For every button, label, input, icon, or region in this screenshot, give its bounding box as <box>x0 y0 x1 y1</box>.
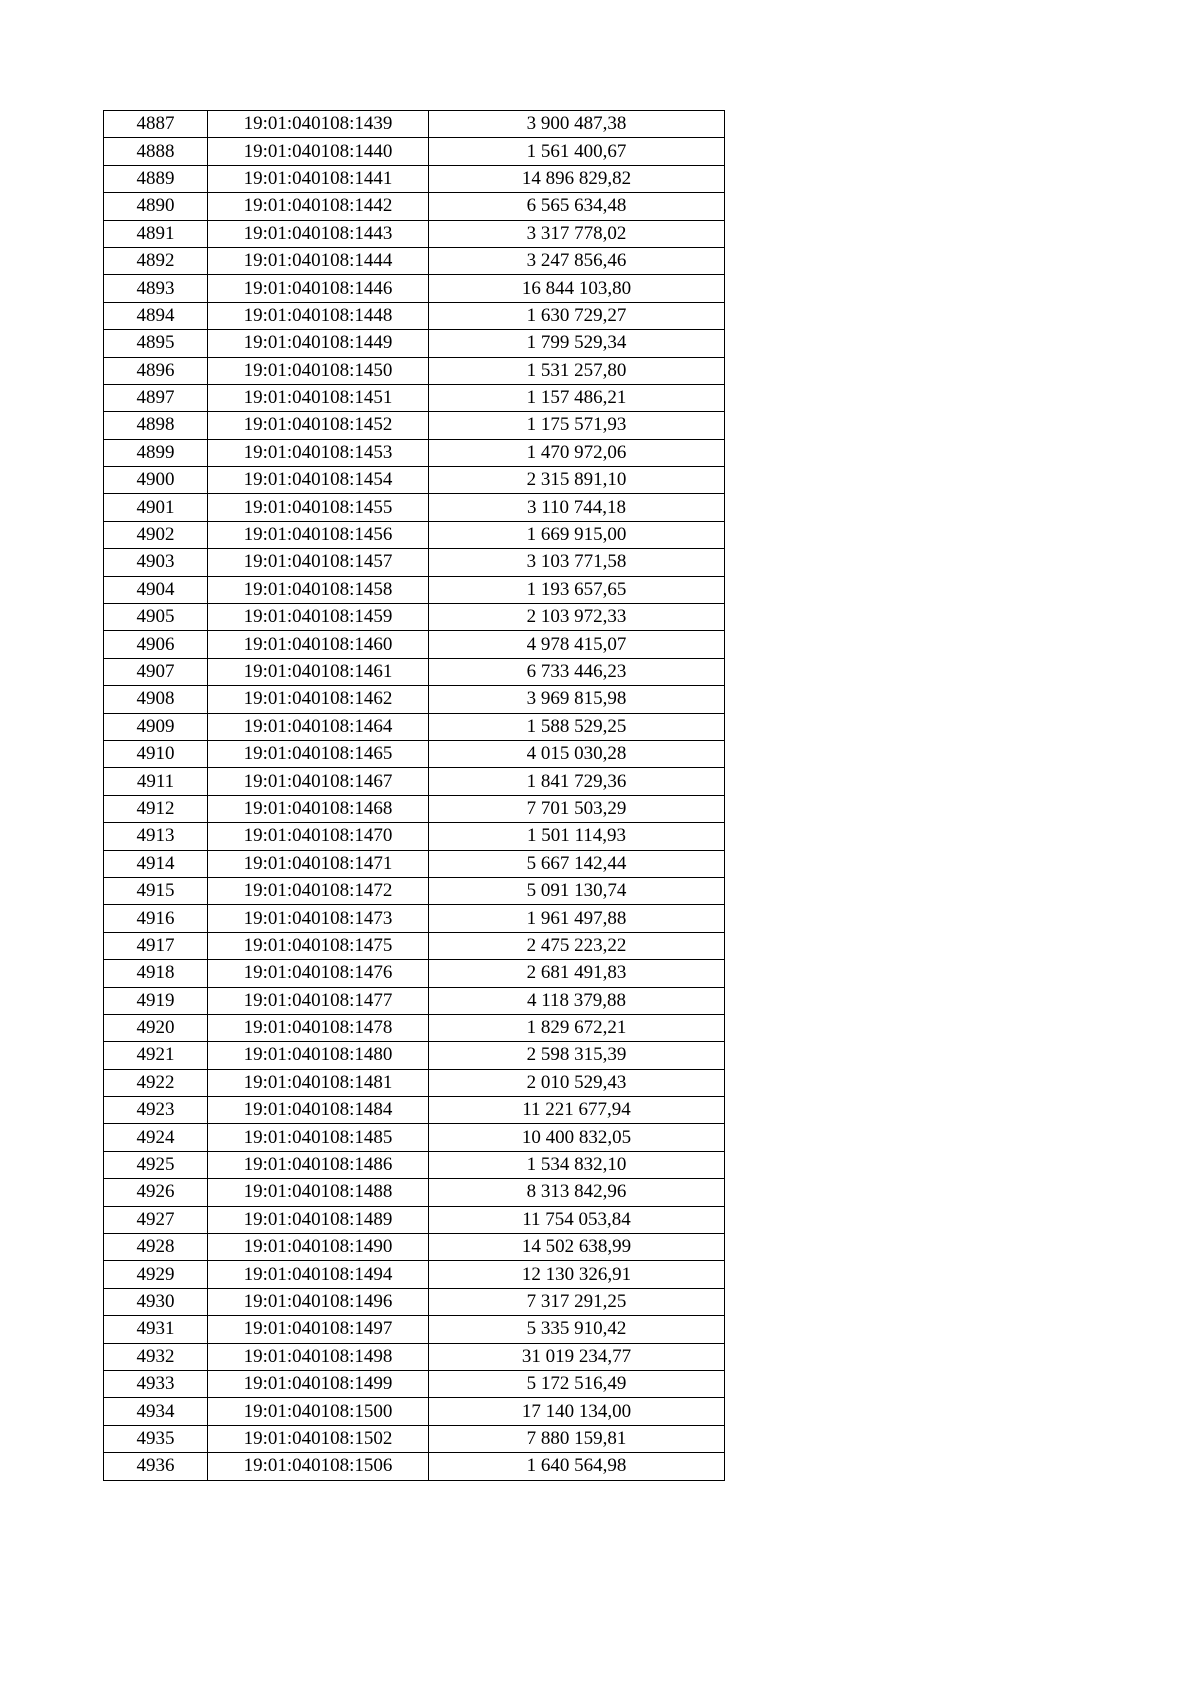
cadastral-number-cell: 19:01:040108:1453 <box>208 439 429 466</box>
row-number-cell: 4925 <box>104 1151 208 1178</box>
row-number-cell: 4936 <box>104 1453 208 1480</box>
cadastral-number-cell: 19:01:040108:1470 <box>208 823 429 850</box>
value-cell: 5 335 910,42 <box>429 1316 725 1343</box>
value-cell: 6 565 634,48 <box>429 193 725 220</box>
value-cell: 14 502 638,99 <box>429 1234 725 1261</box>
row-number-cell: 4892 <box>104 247 208 274</box>
cadastral-number-cell: 19:01:040108:1464 <box>208 713 429 740</box>
table-row <box>104 823 725 850</box>
value-cell: 12 130 326,91 <box>429 1261 725 1288</box>
table-row <box>104 1370 725 1397</box>
cadastral-number-cell: 19:01:040108:1459 <box>208 604 429 631</box>
value-cell: 1 640 564,98 <box>429 1453 725 1480</box>
cadastral-number-cell: 19:01:040108:1442 <box>208 193 429 220</box>
value-cell: 4 978 415,07 <box>429 631 725 658</box>
cadastral-number-cell: 19:01:040108:1454 <box>208 467 429 494</box>
row-number-cell: 4917 <box>104 932 208 959</box>
value-cell: 11 754 053,84 <box>429 1206 725 1233</box>
cadastral-number-cell: 19:01:040108:1458 <box>208 576 429 603</box>
table-row <box>104 1206 725 1233</box>
row-number-cell: 4903 <box>104 549 208 576</box>
row-number-cell: 4887 <box>104 111 208 138</box>
table-row <box>104 987 725 1014</box>
row-number-cell: 4920 <box>104 1014 208 1041</box>
cadastral-number-cell: 19:01:040108:1506 <box>208 1453 429 1480</box>
value-cell: 1 630 729,27 <box>429 302 725 329</box>
value-cell: 11 221 677,94 <box>429 1097 725 1124</box>
cadastral-number-cell: 19:01:040108:1460 <box>208 631 429 658</box>
cadastral-number-cell: 19:01:040108:1452 <box>208 412 429 439</box>
row-number-cell: 4915 <box>104 877 208 904</box>
table-row <box>104 740 725 767</box>
table-row <box>104 165 725 192</box>
cadastral-number-cell: 19:01:040108:1473 <box>208 905 429 932</box>
row-number-cell: 4924 <box>104 1124 208 1151</box>
row-number-cell: 4899 <box>104 439 208 466</box>
table-row <box>104 1042 725 1069</box>
value-cell: 3 969 815,98 <box>429 686 725 713</box>
table-row <box>104 412 725 439</box>
value-cell: 7 701 503,29 <box>429 795 725 822</box>
row-number-cell: 4893 <box>104 275 208 302</box>
row-number-cell: 4922 <box>104 1069 208 1096</box>
cadastral-number-cell: 19:01:040108:1455 <box>208 494 429 521</box>
cadastral-number-cell: 19:01:040108:1440 <box>208 138 429 165</box>
table-row <box>104 1069 725 1096</box>
value-cell: 7 880 159,81 <box>429 1425 725 1452</box>
value-cell: 7 317 291,25 <box>429 1288 725 1315</box>
table-row <box>104 1234 725 1261</box>
value-cell: 1 501 114,93 <box>429 823 725 850</box>
value-cell: 1 175 571,93 <box>429 412 725 439</box>
cadastral-number-cell: 19:01:040108:1451 <box>208 384 429 411</box>
row-number-cell: 4898 <box>104 412 208 439</box>
cadastral-number-cell: 19:01:040108:1480 <box>208 1042 429 1069</box>
row-number-cell: 4895 <box>104 330 208 357</box>
table-row <box>104 494 725 521</box>
cadastral-value-table <box>103 110 725 1481</box>
table-row <box>104 1288 725 1315</box>
value-cell: 14 896 829,82 <box>429 165 725 192</box>
value-cell: 1 534 832,10 <box>429 1151 725 1178</box>
row-number-cell: 4918 <box>104 960 208 987</box>
value-cell: 1 669 915,00 <box>429 521 725 548</box>
value-cell: 17 140 134,00 <box>429 1398 725 1425</box>
cadastral-number-cell: 19:01:040108:1485 <box>208 1124 429 1151</box>
cadastral-number-cell: 19:01:040108:1484 <box>208 1097 429 1124</box>
row-number-cell: 4934 <box>104 1398 208 1425</box>
cadastral-number-cell: 19:01:040108:1444 <box>208 247 429 274</box>
value-cell: 4 118 379,88 <box>429 987 725 1014</box>
value-cell: 1 561 400,67 <box>429 138 725 165</box>
cadastral-number-cell: 19:01:040108:1477 <box>208 987 429 1014</box>
row-number-cell: 4914 <box>104 850 208 877</box>
cadastral-number-cell: 19:01:040108:1488 <box>208 1179 429 1206</box>
table-row <box>104 768 725 795</box>
table-row <box>104 1453 725 1480</box>
cadastral-number-cell: 19:01:040108:1490 <box>208 1234 429 1261</box>
row-number-cell: 4909 <box>104 713 208 740</box>
row-number-cell: 4894 <box>104 302 208 329</box>
cadastral-number-cell: 19:01:040108:1439 <box>208 111 429 138</box>
cadastral-number-cell: 19:01:040108:1481 <box>208 1069 429 1096</box>
table-row <box>104 795 725 822</box>
cadastral-number-cell: 19:01:040108:1467 <box>208 768 429 795</box>
row-number-cell: 4913 <box>104 823 208 850</box>
row-number-cell: 4923 <box>104 1097 208 1124</box>
row-number-cell: 4889 <box>104 165 208 192</box>
value-cell: 3 247 856,46 <box>429 247 725 274</box>
value-cell: 3 103 771,58 <box>429 549 725 576</box>
cadastral-number-cell: 19:01:040108:1502 <box>208 1425 429 1452</box>
cadastral-number-cell: 19:01:040108:1472 <box>208 877 429 904</box>
table-row <box>104 467 725 494</box>
table-row <box>104 850 725 877</box>
row-number-cell: 4901 <box>104 494 208 521</box>
row-number-cell: 4900 <box>104 467 208 494</box>
cadastral-number-cell: 19:01:040108:1499 <box>208 1370 429 1397</box>
row-number-cell: 4888 <box>104 138 208 165</box>
value-cell: 5 091 130,74 <box>429 877 725 904</box>
row-number-cell: 4902 <box>104 521 208 548</box>
row-number-cell: 4933 <box>104 1370 208 1397</box>
row-number-cell: 4916 <box>104 905 208 932</box>
value-cell: 31 019 234,77 <box>429 1343 725 1370</box>
table-row <box>104 439 725 466</box>
table-row <box>104 713 725 740</box>
value-cell: 8 313 842,96 <box>429 1179 725 1206</box>
table-row <box>104 220 725 247</box>
row-number-cell: 4926 <box>104 1179 208 1206</box>
table-row <box>104 521 725 548</box>
value-cell: 10 400 832,05 <box>429 1124 725 1151</box>
row-number-cell: 4897 <box>104 384 208 411</box>
value-cell: 6 733 446,23 <box>429 658 725 685</box>
cadastral-number-cell: 19:01:040108:1497 <box>208 1316 429 1343</box>
value-cell: 1 470 972,06 <box>429 439 725 466</box>
row-number-cell: 4906 <box>104 631 208 658</box>
value-cell: 2 010 529,43 <box>429 1069 725 1096</box>
table-row <box>104 1097 725 1124</box>
cadastral-number-cell: 19:01:040108:1462 <box>208 686 429 713</box>
table-row <box>104 1179 725 1206</box>
row-number-cell: 4930 <box>104 1288 208 1315</box>
table-row <box>104 549 725 576</box>
table-row <box>104 631 725 658</box>
row-number-cell: 4905 <box>104 604 208 631</box>
value-cell: 5 172 516,49 <box>429 1370 725 1397</box>
cadastral-number-cell: 19:01:040108:1446 <box>208 275 429 302</box>
value-cell: 4 015 030,28 <box>429 740 725 767</box>
table-row <box>104 877 725 904</box>
cadastral-number-cell: 19:01:040108:1471 <box>208 850 429 877</box>
cadastral-number-cell: 19:01:040108:1494 <box>208 1261 429 1288</box>
table-row <box>104 1014 725 1041</box>
table-row <box>104 1425 725 1452</box>
row-number-cell: 4896 <box>104 357 208 384</box>
row-number-cell: 4927 <box>104 1206 208 1233</box>
value-cell: 3 317 778,02 <box>429 220 725 247</box>
row-number-cell: 4932 <box>104 1343 208 1370</box>
table-row <box>104 1398 725 1425</box>
cadastral-number-cell: 19:01:040108:1457 <box>208 549 429 576</box>
cadastral-number-cell: 19:01:040108:1443 <box>208 220 429 247</box>
cadastral-number-cell: 19:01:040108:1465 <box>208 740 429 767</box>
cadastral-number-cell: 19:01:040108:1478 <box>208 1014 429 1041</box>
row-number-cell: 4928 <box>104 1234 208 1261</box>
row-number-cell: 4929 <box>104 1261 208 1288</box>
cadastral-number-cell: 19:01:040108:1496 <box>208 1288 429 1315</box>
cadastral-number-cell: 19:01:040108:1450 <box>208 357 429 384</box>
table-row <box>104 932 725 959</box>
table-row <box>104 384 725 411</box>
table-row <box>104 1343 725 1370</box>
row-number-cell: 4907 <box>104 658 208 685</box>
table-row <box>104 302 725 329</box>
value-cell: 1 799 529,34 <box>429 330 725 357</box>
row-number-cell: 4912 <box>104 795 208 822</box>
value-cell: 1 841 729,36 <box>429 768 725 795</box>
table-row <box>104 905 725 932</box>
cadastral-number-cell: 19:01:040108:1500 <box>208 1398 429 1425</box>
value-cell: 2 681 491,83 <box>429 960 725 987</box>
table-row <box>104 960 725 987</box>
table-row <box>104 275 725 302</box>
table-row <box>104 1124 725 1151</box>
table-row <box>104 686 725 713</box>
value-cell: 2 475 223,22 <box>429 932 725 959</box>
value-cell: 3 110 744,18 <box>429 494 725 521</box>
value-cell: 2 598 315,39 <box>429 1042 725 1069</box>
cadastral-number-cell: 19:01:040108:1461 <box>208 658 429 685</box>
cadastral-number-cell: 19:01:040108:1489 <box>208 1206 429 1233</box>
table-row <box>104 357 725 384</box>
cadastral-number-cell: 19:01:040108:1498 <box>208 1343 429 1370</box>
row-number-cell: 4904 <box>104 576 208 603</box>
row-number-cell: 4931 <box>104 1316 208 1343</box>
row-number-cell: 4935 <box>104 1425 208 1452</box>
value-cell: 1 961 497,88 <box>429 905 725 932</box>
table-row <box>104 1151 725 1178</box>
table-row <box>104 1261 725 1288</box>
cadastral-number-cell: 19:01:040108:1475 <box>208 932 429 959</box>
value-cell: 2 103 972,33 <box>429 604 725 631</box>
table-row <box>104 658 725 685</box>
value-cell: 3 900 487,38 <box>429 111 725 138</box>
row-number-cell: 4908 <box>104 686 208 713</box>
table-body <box>104 111 725 1481</box>
value-cell: 1 829 672,21 <box>429 1014 725 1041</box>
value-cell: 1 531 257,80 <box>429 357 725 384</box>
row-number-cell: 4911 <box>104 768 208 795</box>
cadastral-number-cell: 19:01:040108:1448 <box>208 302 429 329</box>
cadastral-number-cell: 19:01:040108:1456 <box>208 521 429 548</box>
table-row <box>104 247 725 274</box>
cadastral-number-cell: 19:01:040108:1476 <box>208 960 429 987</box>
table-row <box>104 1316 725 1343</box>
value-cell: 16 844 103,80 <box>429 275 725 302</box>
row-number-cell: 4919 <box>104 987 208 1014</box>
row-number-cell: 4910 <box>104 740 208 767</box>
table-row <box>104 138 725 165</box>
row-number-cell: 4891 <box>104 220 208 247</box>
cadastral-number-cell: 19:01:040108:1468 <box>208 795 429 822</box>
table-row <box>104 330 725 357</box>
value-cell: 5 667 142,44 <box>429 850 725 877</box>
value-cell: 1 193 657,65 <box>429 576 725 603</box>
table-row <box>104 576 725 603</box>
cadastral-number-cell: 19:01:040108:1441 <box>208 165 429 192</box>
value-cell: 1 588 529,25 <box>429 713 725 740</box>
value-cell: 2 315 891,10 <box>429 467 725 494</box>
cadastral-number-cell: 19:01:040108:1449 <box>208 330 429 357</box>
table-row <box>104 604 725 631</box>
cadastral-number-cell: 19:01:040108:1486 <box>208 1151 429 1178</box>
row-number-cell: 4890 <box>104 193 208 220</box>
row-number-cell: 4921 <box>104 1042 208 1069</box>
table-row <box>104 111 725 138</box>
value-cell: 1 157 486,21 <box>429 384 725 411</box>
table-row <box>104 193 725 220</box>
